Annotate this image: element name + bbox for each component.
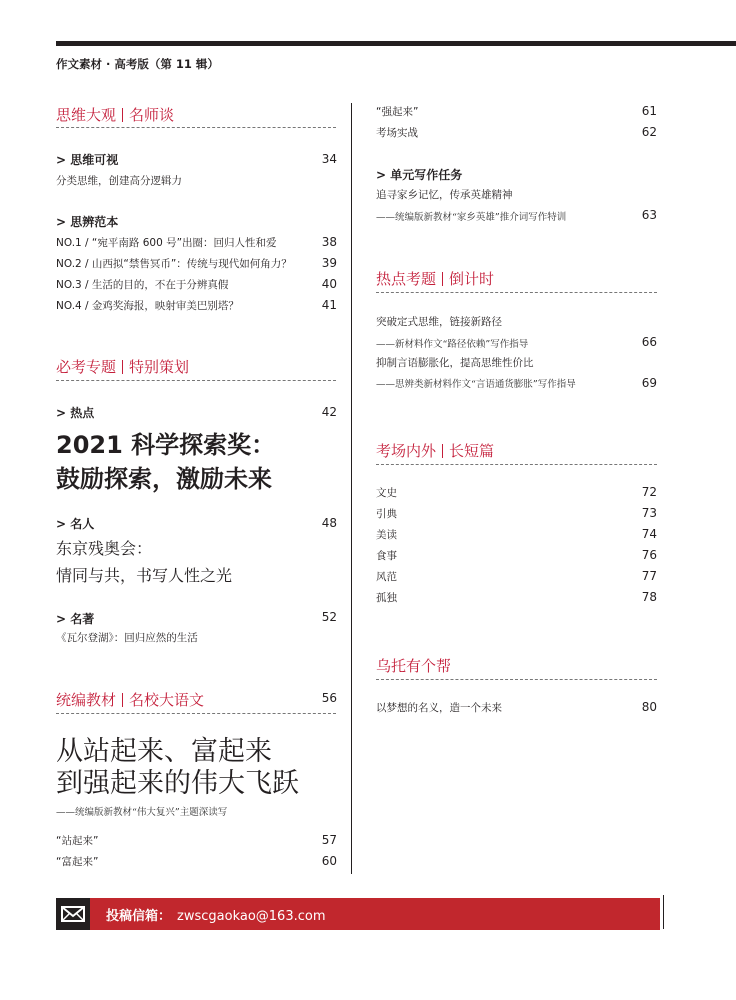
toc-entry[interactable]: NO.2 / 山西拟“禁售冥币”：传统与现代如何角力？ xyxy=(56,258,292,270)
section-title-textbook xyxy=(56,689,204,710)
section-title-hot-exam xyxy=(376,268,494,289)
section-divider xyxy=(56,380,336,381)
section-title-thinking xyxy=(56,104,174,125)
page-number: 69 xyxy=(641,376,657,390)
section-divider xyxy=(56,127,336,128)
page-number: 77 xyxy=(641,569,657,583)
submission-label: 投稿信箱： xyxy=(106,909,172,924)
masthead: 作文素材 · 高考版（第 11 辑） xyxy=(56,57,219,71)
column-divider xyxy=(351,103,352,874)
page-number: 56 xyxy=(321,691,337,705)
submission-info xyxy=(106,905,326,924)
entry-subnote: ——新材料作文“路径依赖”写作指导 xyxy=(376,339,529,350)
page-number: 39 xyxy=(321,256,337,270)
toc-entry[interactable]: “站起来” xyxy=(56,835,99,847)
page-number: 73 xyxy=(641,506,657,520)
title-separator xyxy=(122,108,123,122)
page-number: 60 xyxy=(321,854,337,868)
page-number: 78 xyxy=(641,590,657,604)
section-title-sub: 名师谈 xyxy=(129,106,175,124)
section-divider xyxy=(376,464,657,465)
page-number: 38 xyxy=(321,235,337,249)
feature-headline-line1[interactable]: 2021 科学探索奖： xyxy=(56,431,276,459)
title-separator xyxy=(122,360,123,374)
entry-subnote: ——统编版新教材“家乡英雄”推介词写作特训 xyxy=(376,212,567,223)
submission-email-link[interactable]: zwscgaokao@163.com xyxy=(177,909,326,924)
section-title-sub: 长短篇 xyxy=(449,442,495,460)
toc-entry[interactable]: 突破定式思维，链接新路径 xyxy=(376,316,502,328)
toc-entry[interactable]: NO.3 / 生活的目的，不在于分辨真假 xyxy=(56,279,229,291)
page-number: 57 xyxy=(321,833,337,847)
page-number: 48 xyxy=(321,516,337,530)
toc-entry[interactable]: 《瓦尔登湖》：回归应然的生活 xyxy=(56,632,198,644)
section-title-sub: 特别策划 xyxy=(129,358,190,376)
page-number: 66 xyxy=(641,335,657,349)
page-number: 52 xyxy=(321,610,337,624)
section-title-sub: 倒计时 xyxy=(449,270,495,288)
page-number: 40 xyxy=(321,277,337,291)
section-title-main: 统编教材 xyxy=(56,691,117,709)
page-number: 61 xyxy=(641,104,657,118)
page-number: 62 xyxy=(641,125,657,139)
subhead-unit-writing: > 单元写作任务 xyxy=(376,168,463,182)
toc-entry[interactable]: 孤独 xyxy=(376,592,397,604)
toc-entry[interactable]: 食事 xyxy=(376,550,397,562)
section-divider xyxy=(376,292,657,293)
toc-entry[interactable]: 以梦想的名义，造一个未来 xyxy=(376,702,502,714)
feature-headline-line2[interactable]: 鼓励探索，激励未来 xyxy=(56,465,272,493)
page-number: 34 xyxy=(321,152,337,166)
subhead-hot: > 热点 xyxy=(56,406,95,420)
envelope-icon xyxy=(56,898,90,930)
feature-headline-line2[interactable]: 到强起来的伟大飞跃 xyxy=(56,768,299,799)
toc-entry[interactable]: 风范 xyxy=(376,571,397,583)
subhead-debate-model: > 思辨范本 xyxy=(56,215,119,229)
page-number: 76 xyxy=(641,548,657,562)
section-divider xyxy=(376,679,657,680)
page-number: 80 xyxy=(641,700,657,714)
page-number: 63 xyxy=(641,208,657,222)
toc-entry[interactable]: “强起来” xyxy=(376,106,419,118)
article-title-line1[interactable]: 东京残奥会： xyxy=(56,539,153,558)
subhead-classic: > 名著 xyxy=(56,612,95,626)
toc-entry[interactable]: “富起来” xyxy=(56,856,99,868)
section-title-main: 必考专题 xyxy=(56,358,117,376)
toc-entry[interactable]: 考场实战 xyxy=(376,127,418,139)
toc-entry[interactable]: 文史 xyxy=(376,487,397,499)
entry-subnote: ——思辨类新材料作文“言语通货膨胀”写作指导 xyxy=(376,379,576,390)
subhead-person: > 名人 xyxy=(56,517,95,531)
toc-entry[interactable]: 美读 xyxy=(376,529,397,541)
feature-headline-line1[interactable]: 从站起来、富起来 xyxy=(56,736,272,767)
page-number: 41 xyxy=(321,298,337,312)
section-divider xyxy=(56,713,336,714)
right-margin-tick xyxy=(663,895,664,929)
toc-entry[interactable]: NO.1 / “宛平南路 600 号”出圈：回归人性和爱 xyxy=(56,237,277,249)
section-title-special xyxy=(56,356,189,377)
page-number: 74 xyxy=(641,527,657,541)
title-separator xyxy=(122,693,123,707)
toc-entry[interactable]: NO.4 / 金鸡奖海报，映射审美巴别塔？ xyxy=(56,300,239,312)
page-number: 42 xyxy=(321,405,337,419)
toc-entry[interactable]: 引典 xyxy=(376,508,397,520)
toc-entry[interactable]: 抑制言语膨胀化，提高思维性价比 xyxy=(376,357,534,369)
title-separator xyxy=(442,272,443,286)
subhead-thinking-visual: > 思维可视 xyxy=(56,153,119,167)
title-separator xyxy=(442,444,443,458)
section-title-main: 思维大观 xyxy=(56,106,117,124)
page-number: 72 xyxy=(641,485,657,499)
section-title-sub: 名校大语文 xyxy=(129,691,205,709)
article-title-line2[interactable]: 情同与共，书写人性之光 xyxy=(56,566,233,585)
headline-subnote: ——统编版新教材“伟大复兴”主题深读写 xyxy=(56,807,228,818)
section-title-utopia: 乌托有个帮 xyxy=(376,657,452,675)
toc-entry[interactable]: 追寻家乡记忆，传承英雄精神 xyxy=(376,189,513,201)
section-title-main: 热点考题 xyxy=(376,270,437,288)
toc-entry[interactable]: 分类思维，创建高分逻辑力 xyxy=(56,175,182,187)
section-title-inout xyxy=(376,440,494,461)
top-rule xyxy=(56,41,736,46)
section-title-main: 考场内外 xyxy=(376,442,437,460)
